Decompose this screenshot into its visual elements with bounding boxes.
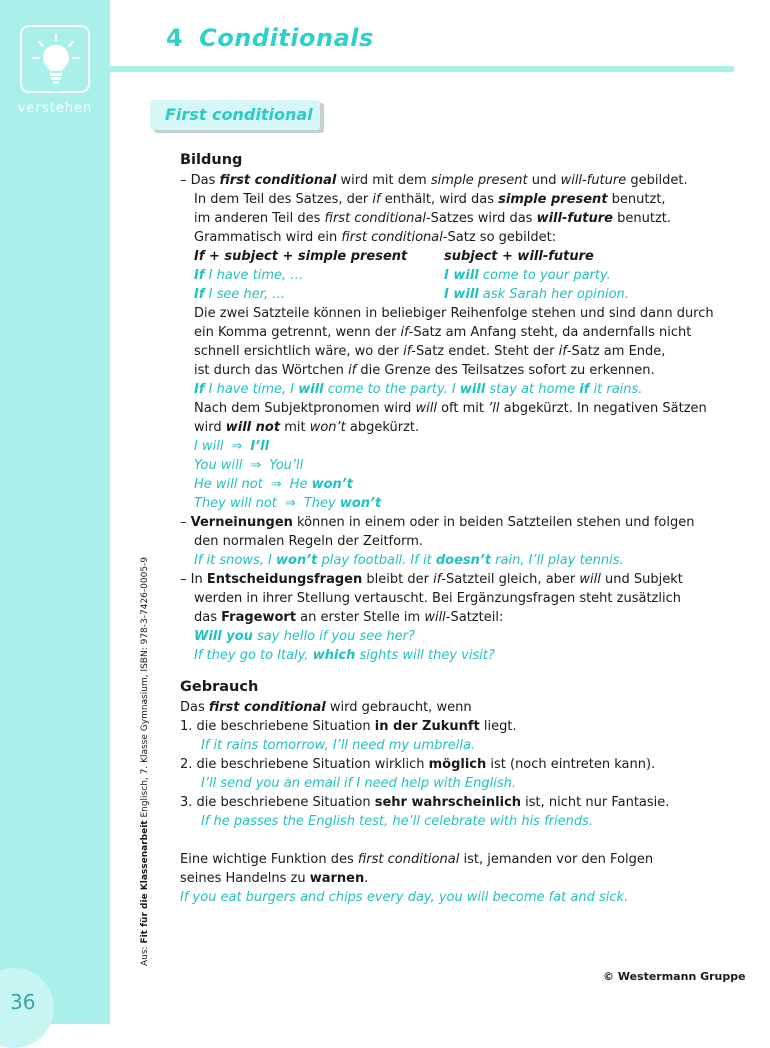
heading-gebrauch: Gebrauch	[180, 679, 259, 695]
arrow-icon: ⇒	[231, 439, 243, 454]
if-word: If	[194, 268, 205, 283]
example-line: If they go to Italy, which sights will they visit?	[194, 648, 495, 663]
contraction-row	[180, 475, 720, 494]
will-word: I will	[444, 268, 479, 283]
list-item	[180, 755, 720, 774]
contraction-to: They	[303, 496, 340, 511]
text-line: – In Entscheidungsfragen bleibt der if-Satzteil gleich, aber will und Subjekt	[180, 572, 683, 587]
credit-prefix: Aus:	[140, 943, 150, 966]
text-line: das Fragewort an erster Stelle im will-Satzteil:	[194, 610, 504, 625]
if-word: If	[194, 287, 205, 302]
main-content	[180, 150, 720, 907]
list-item	[180, 717, 720, 736]
section-badge	[150, 100, 320, 130]
example-left: I see her, …	[204, 287, 286, 302]
list-number: 2.	[180, 757, 193, 772]
intro-post: wird gebraucht, wenn	[325, 700, 472, 715]
text-line: wird will not mit won’t abgekürzt.	[194, 420, 420, 435]
list-post: liegt.	[479, 719, 517, 734]
list-pre: die beschriebene Situation wirklich	[196, 757, 429, 772]
text-line: – Das first conditional wird mit dem simple present und will-future gebildet.	[180, 173, 688, 188]
list-example: If he passes the English test, he’ll celebrate with his friends.	[201, 814, 594, 829]
text-line: Nach dem Subjektpronomen wird will oft mit ’ll abgekürzt. In negativen Sätzen	[194, 401, 707, 416]
credit-details: Englisch, 7. Klasse Gymnasium, ISBN: 978-3-7426-0005-9	[140, 556, 150, 821]
text-line: ein Komma getrennt, wenn der if-Satz am Anfang steht, da andernfalls nicht	[194, 325, 692, 340]
text-line: den normalen Regeln der Zeitform.	[194, 534, 424, 549]
sidebar-label: verstehen	[17, 101, 93, 116]
title-underline	[110, 66, 734, 72]
source-credit	[140, 557, 150, 966]
formula-right: subject + will-future	[444, 249, 594, 264]
example-left: I have time, …	[204, 268, 304, 283]
contraction-to: He	[289, 477, 312, 492]
arrow-icon: ⇒	[270, 477, 282, 492]
chapter-number: 4	[166, 24, 184, 52]
example-right: ask Sarah her opinion.	[478, 287, 629, 302]
list-pre: die beschriebene Situation	[196, 719, 375, 734]
final-example: If you eat burgers and chips every day, you will become fat and sick.	[180, 890, 629, 905]
contraction-to-bold: won’t	[339, 496, 382, 511]
heading-bildung: Bildung	[180, 152, 243, 168]
contraction-from: You will	[194, 458, 243, 473]
formula-left: If + subject + simple present	[194, 249, 408, 264]
arrow-icon: ⇒	[250, 458, 262, 473]
arrow-icon: ⇒	[284, 496, 296, 511]
contraction-from: I will	[194, 439, 224, 454]
text-line: Grammatisch wird ein first conditional-Satz so gebildet:	[194, 230, 557, 245]
chapter-title	[166, 24, 374, 52]
formula-header	[180, 247, 720, 266]
example-line: If it snows, I won’t play football. If it doesn’t rain, I’ll play tennis.	[194, 553, 624, 568]
text-line	[180, 698, 720, 717]
example-line: Will you say hello if you see her?	[194, 629, 415, 644]
footer-brand: © Westermann Gruppe	[603, 970, 746, 983]
example-line: If I have time, I will come to the party. I will stay at home if it rains.	[194, 382, 643, 397]
list-item	[180, 793, 720, 812]
text-line: Eine wichtige Funktion des first conditional ist, jemanden vor den Folgen	[180, 852, 654, 867]
list-example: I’ll send you an email if I need help with English.	[201, 776, 516, 791]
list-bold: in der Zukunft	[374, 719, 480, 734]
list-bold: möglich	[428, 757, 487, 772]
contraction-from: He will not	[194, 477, 263, 492]
text-line: In dem Teil des Satzes, der if enthält, wird das simple present benutzt,	[194, 192, 666, 207]
contraction-row	[180, 456, 720, 475]
formula-example-row	[180, 266, 720, 285]
contraction-row	[180, 494, 720, 513]
list-number: 3.	[180, 795, 193, 810]
will-word: I will	[444, 287, 479, 302]
formula-example-row	[180, 285, 720, 304]
contraction-row	[180, 437, 720, 456]
text-line: Die zwei Satzteile können in beliebiger Reihenfolge stehen und sind dann durch	[194, 306, 714, 321]
list-bold: sehr wahrscheinlich	[374, 795, 522, 810]
contraction-to: I’ll	[250, 439, 270, 454]
contraction-from: They will not	[194, 496, 277, 511]
list-post: ist (noch eintreten kann).	[486, 757, 656, 772]
contraction-to-bold: won’t	[311, 477, 353, 492]
text-line: im anderen Teil des first conditional-Satzes wird das will-future benutzt.	[194, 211, 671, 226]
list-number: 1.	[180, 719, 193, 734]
intro-pre: Das	[180, 700, 209, 715]
text-line: – Verneinungen können in einem oder in beiden Satzteilen stehen und folgen	[180, 515, 695, 530]
icon-frame	[20, 25, 90, 93]
text-line: seines Handelns zu warnen.	[180, 871, 369, 886]
list-pre: die beschriebene Situation	[196, 795, 375, 810]
list-example: If it rains tomorrow, I’ll need my umbrella.	[201, 738, 476, 753]
text-line: ist durch das Wörtchen if die Grenze des Teilsatzes sofort zu erkennen.	[194, 363, 655, 378]
list-post: ist, nicht nur Fantasie.	[521, 795, 670, 810]
page-number: 36	[10, 990, 36, 1014]
credit-book-title: Fit für die Klassenarbeit	[140, 820, 150, 944]
text-line: werden in ihrer Stellung vertauscht. Bei Ergänzungsfragen steht zusätzlich	[194, 591, 681, 606]
intro-em: first conditional	[208, 700, 326, 715]
chapter-title-text: Conditionals	[199, 24, 374, 52]
sidebar	[0, 0, 110, 1024]
lightbulb-icon	[30, 33, 82, 87]
section-title: First conditional	[165, 105, 313, 124]
contraction-to: You’ll	[269, 458, 304, 473]
text-line: schnell ersichtlich wäre, wo der if-Satz endet. Steht der if-Satz am Ende,	[194, 344, 666, 359]
example-right: come to your party.	[478, 268, 611, 283]
